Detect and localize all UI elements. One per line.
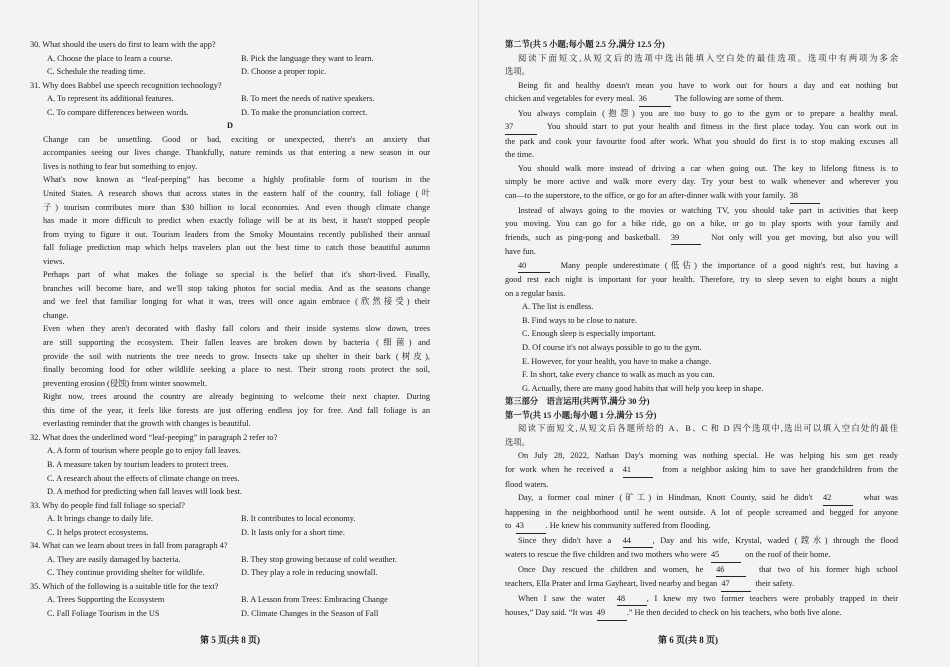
blank-43[interactable]: 43	[516, 519, 546, 534]
passage-text: their safety.	[755, 579, 795, 589]
blank-37[interactable]: 37	[505, 120, 537, 135]
q33-options-cd	[30, 526, 430, 540]
q32-stem: 32. What does the underlined word “leaf-peeping” in paragraph 2 refer to?	[30, 432, 278, 442]
passage-paragraph-2	[30, 173, 430, 268]
passage-line: the time.	[505, 150, 535, 160]
q34-option-b: B. They stop growing because of cold weather.	[241, 554, 397, 564]
instruction-line: 选项。	[505, 67, 530, 77]
passage-paragraph-1	[30, 133, 430, 174]
instruction-line: 阅读下面短文,从短文后的选项中选出能填入空白处的最佳选项。选项中有两项为多余	[518, 53, 898, 63]
passage-paragraph-4	[30, 322, 430, 390]
passage-text: what was	[863, 493, 898, 503]
option-f: F. In short, take every chance to walk as much as you can.	[522, 370, 715, 380]
cloze-paragraph-5	[505, 592, 898, 621]
passage-line: You should walk more instead of driving a car when going out. The key to lifelong fitness is to	[518, 163, 898, 173]
passage-text: chicken and vegetables for every meal.	[505, 94, 635, 104]
blank-42[interactable]: 42	[823, 491, 853, 506]
blank-46[interactable]: 46	[716, 563, 746, 578]
instruction-line: 选项。	[505, 437, 530, 447]
passage-line: you moving. You can go for a bike ride, go on a hike, or go to play sports with your family and	[505, 219, 898, 229]
section1-heading: 第一节(共 15 小题;每小题 1 分,满分 15 分)	[505, 410, 657, 420]
blank-41[interactable]: 41	[623, 463, 653, 478]
q34-option-a: A. They are easily damaged by bacteria.	[47, 554, 181, 564]
cloze-paragraph-2	[505, 491, 898, 534]
blank-44[interactable]: 44	[623, 534, 653, 549]
fitness-paragraph-1	[505, 79, 898, 107]
cloze-paragraph-1	[505, 449, 898, 491]
q34-option-d: D. They play a role in reducing snowfall.	[241, 568, 378, 578]
q33-option-b: B. It contributes to local economy.	[241, 514, 356, 524]
q30-options-cd	[30, 65, 430, 79]
passage-text: Once Day rescued the children and women, he	[518, 564, 704, 574]
passage-text: The following are some of them.	[674, 94, 784, 104]
passage-line: good rest each night is important for your health. Therefore, try to sleep seven to eight hours a night	[505, 275, 898, 285]
passage-line	[505, 491, 898, 506]
section1-instructions	[505, 422, 898, 449]
passage-line: You always complain (抱怨) you are too busy to go to the gym or to prepare a healthy meal.	[518, 108, 898, 118]
passage-line: United States. A research shows that across states in the eastern half of the country, fall foliage (叶	[43, 189, 430, 199]
q30-option-b: B. Pick the language they want to learn.	[241, 53, 374, 63]
passage-text: You should start to put your health and fitness in the first place today. You can work out in	[546, 122, 898, 132]
passage-line	[505, 231, 898, 246]
passage-text: friends, such as ping-pong and basketball.	[505, 232, 661, 242]
page-number-left: 第 5 页(共 8 页)	[200, 635, 260, 645]
passage-line: 子) tourism contributes more than $30 billion to local economies. And even though climate change	[43, 202, 430, 212]
passage-line	[505, 548, 898, 563]
passage-line	[505, 92, 898, 107]
q31-option-b: B. To meet the needs of native speakers.	[241, 94, 375, 104]
q35-stem: 35. Which of the following is a suitable title for the text?	[30, 581, 219, 591]
part3-heading: 第三部分 语言运用(共两节,满分 30 分)	[505, 397, 650, 407]
passage-line: On July 28, 2022, Nathan Day's morning was nothing special. He was helping his son get ready	[518, 451, 898, 461]
q35-options-cd	[30, 607, 430, 621]
blank-49[interactable]: 49	[597, 606, 627, 621]
passage-paragraph-3	[30, 268, 430, 322]
q32-option-c: C. A research about the effects of climate change on trees.	[47, 473, 240, 483]
passage-text: , I knew my two former teachers were probably trapped in their	[646, 593, 898, 603]
q34-stem: 34. What can we learn about trees in fall from paragraph 4?	[30, 541, 228, 551]
blank-45[interactable]: 45	[711, 548, 741, 563]
page-fold	[478, 0, 479, 667]
passage-line: What's now known as “leaf-peeping” has become a highly profitable form of tourism in the	[43, 175, 430, 185]
passage-text: from a neighbor asking him to save her grandchildren from the	[662, 464, 898, 474]
option-g: G. Actually, there are many good habits that will help you keep in shape.	[522, 383, 764, 393]
passage-text: Not only will you get moving, but also you will	[711, 232, 899, 242]
passage-line: this time of the year, it feels like forests are just offering endless joy for free. And fall foliage is an	[43, 405, 430, 415]
q33-option-c: C. It helps protect ecosystems.	[47, 527, 149, 537]
passage-line	[505, 577, 898, 592]
section-d-title: D	[227, 121, 233, 131]
passage-text: waters to rescue the five children and two mothers who were	[505, 550, 707, 560]
passage-line: Right now, trees around the country are already beginning to welcome their next chapter. During	[43, 392, 430, 402]
option-a: A. The list is endless.	[522, 302, 594, 312]
passage-line: lives is nothing to fear but something to enjoy.	[43, 161, 198, 171]
left-page	[30, 38, 430, 621]
q35-options-ab	[30, 593, 430, 607]
fitness-paragraph-4	[505, 204, 898, 259]
passage-line: has made it more difficult to predict when exactly foliage will be at its best, it hasn't stopped people	[43, 216, 430, 226]
passage-text: to	[505, 521, 512, 531]
q35-option-c: C. Fall Foliage Tourism in the US	[47, 608, 160, 618]
q34-options-cd	[30, 566, 430, 580]
passage-line: the park and cook your favourite food after work. What you should do first is to stop making excuses all	[505, 136, 898, 146]
fitness-paragraph-2	[505, 107, 898, 162]
passage-line	[505, 463, 898, 478]
passage-text: , Day and his wife, Krystal, waded (蹚水) through the flood	[652, 535, 898, 545]
passage-line: on a regular basis.	[505, 288, 566, 298]
blank-39[interactable]: 39	[671, 231, 701, 246]
passage-line: finally becoming food for other wildlife seeking a place to nest. Their strong roots protect the soil,	[43, 365, 430, 375]
passage-line	[505, 606, 898, 621]
passage-line: from trying to figure it out. Tourism leaders from the Smoky Mountains recently published their annual	[43, 229, 430, 239]
passage-paragraph-5	[30, 390, 430, 431]
passage-line	[505, 592, 898, 607]
blank-36[interactable]: 36	[639, 92, 671, 107]
instruction-line: 阅读下面短文,从短文后各题所给的 A、B、C 和 D 四个选项中,选出可以填入空白处的最佳	[518, 424, 898, 434]
passage-line: branches will become bare, and we'll stop taking photos for social media. And as the seasons change	[43, 283, 430, 293]
q33-stem: 33. Why do people find fall foliage so special?	[30, 500, 185, 510]
passage-line: preventing erosion (侵蚀) from winter snowmelt.	[43, 378, 208, 388]
passage-text: Since they didn't have a	[518, 535, 612, 545]
passage-line: Even when they aren't decorated with flashy fall colors and their inside systems slow down, trees	[43, 324, 430, 334]
q30-option-d: D. Choose a proper topic.	[241, 67, 327, 77]
page-number-right: 第 6 页(共 8 页)	[658, 635, 718, 645]
option-b: B. Find ways to be close to nature.	[522, 315, 637, 325]
q30-option-c: C. Schedule the reading time.	[47, 67, 146, 77]
passage-line: accompanies seeing our lives change. Thankfully, nature reminds us that entering a new season in our	[43, 148, 430, 158]
q31-options-cd	[30, 106, 430, 120]
passage-line: Being fit and healthy doesn't mean you have to work out for hours a day and eat nothing but	[518, 80, 898, 90]
passage-line: are still supporting the ecosystem. Their fallen leaves are broken down by bacteria (细菌) and	[43, 338, 430, 348]
fitness-paragraph-5	[505, 259, 898, 301]
passage-line: Instead of always going to the movies or watching TV, you should take part in activities that keep	[518, 205, 898, 215]
q33-options-ab	[30, 512, 430, 526]
passage-text: that two of his former high school	[758, 564, 898, 574]
q31-stem: 31. Why does Babbel use speech recognition technology?	[30, 80, 222, 90]
option-c: C. Enough sleep is especially important.	[522, 329, 656, 339]
option-d: D. Of course it's not always possible to go to the gym.	[522, 343, 702, 353]
passage-line: happening in the neighborhood until he went outside. A lot of people screamed and begged for anyone	[505, 507, 898, 517]
passage-line	[505, 534, 898, 549]
passage-text: Day, a former coal miner (矿工) in Hindman, Knott County, said he didn't	[518, 493, 813, 503]
passage-line: fall foliage prediction map which helps travelers plan out the best time to catch those beautiful autumn	[43, 243, 430, 253]
passage-line	[505, 120, 898, 135]
passage-line: have fun.	[505, 247, 536, 257]
passage-line	[505, 189, 898, 204]
q32-option-b: B. A measure taken by tourism leaders to protect trees.	[47, 459, 229, 469]
q31-option-d: D. To make the pronunciation correct.	[241, 107, 368, 117]
passage-line	[505, 259, 898, 274]
passage-text: . He knew his community suffered from flooding.	[545, 521, 711, 531]
section2-heading: 第二节(共 5 小题;每小题 2.5 分,满分 12.5 分)	[505, 40, 665, 49]
q31-option-c: C. To compare differences between words.	[47, 107, 189, 117]
passage-line	[505, 519, 898, 534]
q35-option-b: B. A Lesson from Trees: Embracing Change	[241, 595, 388, 605]
passage-line: provide the soil with nutrients the tree needs to grow. Insects take up shelter in their bark (树皮),	[43, 351, 430, 361]
passage-text: .” He then decided to check on his teachers, who both live alone.	[626, 608, 842, 618]
q30-stem: 30. What should the users do first to learn with the app?	[30, 40, 216, 49]
passage-text: can—to the superstore, to the office, or go for an after-dinner walk with your family.	[505, 191, 786, 201]
passage-line: views.	[43, 256, 65, 266]
q31-options-ab	[30, 92, 430, 106]
q35-option-d: D. Climate Changes in the Season of Fall	[241, 608, 379, 618]
q33-option-a: A. It brings change to daily life.	[47, 514, 153, 524]
right-page	[505, 38, 898, 621]
passage-text: teachers, Ella Prater and Irma Gayheart, lived nearby and began	[505, 579, 718, 589]
cloze-paragraph-4	[505, 563, 898, 592]
q31-option-a: A. To represent its additional features.	[47, 94, 174, 104]
option-e: E. However, for your health, you have to make a change.	[522, 356, 712, 366]
q30-option-a: A. Choose the place to learn a course.	[47, 53, 173, 63]
passage-line: flood waters.	[505, 479, 549, 489]
passage-line: simply be more active and walk more every day. Try your best to walk whenever and wherever you	[505, 177, 898, 187]
passage-line: everlasting reminder that the growth with changes is beautiful.	[43, 419, 251, 429]
passage-text: for work when he received a	[505, 464, 614, 474]
cloze-paragraph-3	[505, 534, 898, 563]
q32-option-d: D. A method for predicting when fall leaves will look best.	[47, 487, 242, 497]
passage-line: change.	[43, 310, 69, 320]
q34-option-c: C. They continue providing shelter for wildlife.	[47, 568, 205, 578]
passage-line: and we feel that familiar longing for what it was, trees will once again embrace (欣然接受) their	[43, 297, 430, 307]
blank-40[interactable]: 40	[518, 259, 550, 274]
section2-instructions	[505, 52, 898, 79]
q34-options-ab	[30, 553, 430, 567]
passage-line	[505, 563, 898, 578]
blank-48[interactable]: 48	[617, 592, 647, 607]
q30-options-ab	[30, 52, 430, 66]
passage-text: houses,” Day said. “It was	[505, 608, 593, 618]
fitness-paragraph-3	[505, 162, 898, 204]
passage-text: Many people underestimate (低估) the importance of a good night's rest, but having a	[560, 260, 898, 270]
q35-option-a: A. Trees Supporting the Ecosystem	[47, 595, 165, 605]
blank-47[interactable]: 47	[721, 577, 751, 592]
q32-option-a: A. A form of tourism where people go to enjoy fall leaves.	[47, 446, 241, 456]
passage-line: Perhaps part of what makes the foliage so special is the belief that it's short-lived. Finally,	[43, 270, 430, 280]
passage-line: Change can be unsettling. Good or bad, exciting or unexpected, there's an anxiety that	[43, 134, 430, 144]
passage-text: on the roof of their home.	[745, 550, 831, 560]
blank-38[interactable]: 38	[790, 189, 820, 204]
passage-text: When I saw the water	[518, 593, 606, 603]
q33-option-d: D. It lasts only for a short time.	[241, 527, 345, 537]
